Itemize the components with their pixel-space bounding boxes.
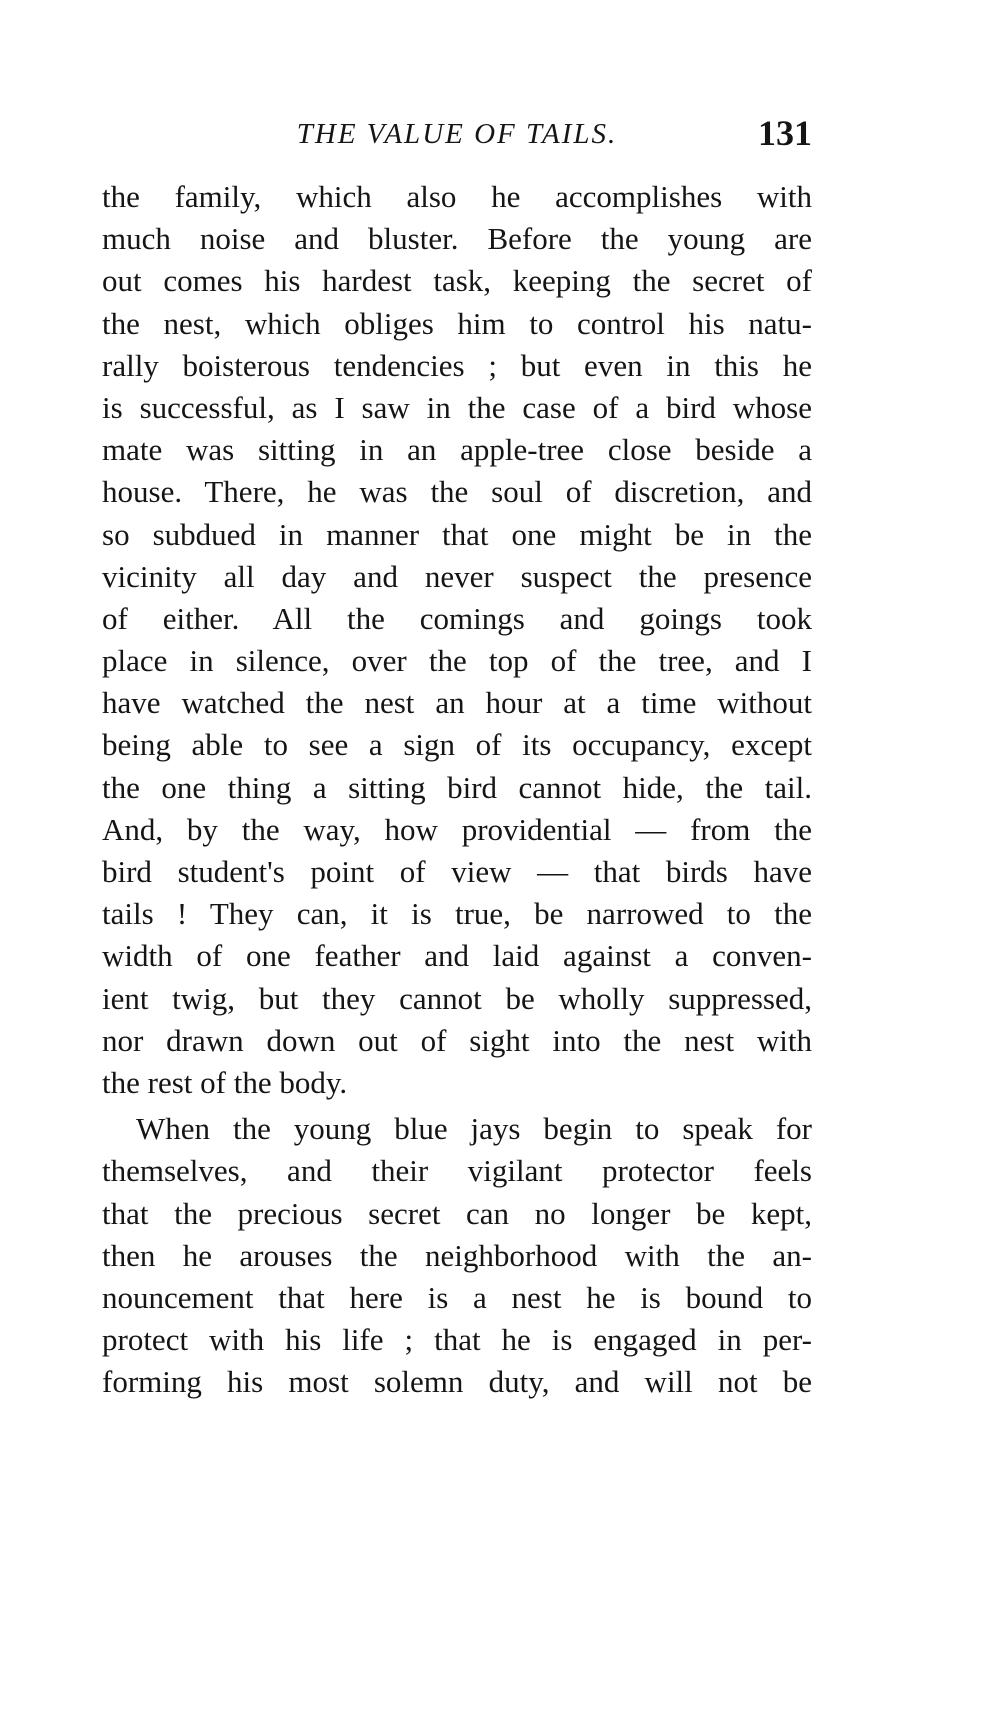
text-line: that the precious secret can no longer be kept, [102,1195,812,1231]
paragraph-1 [102,176,812,1104]
text-line: bird student's point of view — that birds have [102,854,812,889]
body-text [102,176,812,1403]
text-line: out comes his hardest task, keeping the secret of [102,263,812,299]
running-head [102,112,812,162]
page-number: 131 [758,113,812,153]
text-line: ient twig, but they cannot be wholly suppressed, [102,980,812,1016]
text-line: forming his most solemn duty, and will not be [102,1364,812,1400]
text-line: vicinity all day and never suspect the presence [102,558,812,594]
text-line: protect with his life ; that he is engaged in per- [102,1322,812,1358]
text-line: the nest, which obliges him to control his natu- [102,305,812,341]
text-line: so subdued in manner that one might be in the [102,516,812,552]
paragraph-2 [102,1108,812,1403]
text-line: nouncement that here is a nest he is bound to [102,1279,812,1315]
text-line: being able to see a sign of its occupancy, except [102,727,812,763]
text-line: themselves, and their vigilant protector feels [102,1153,812,1189]
text-line: And, by the way, how providential — from the [102,811,812,847]
text-line: of either. All the comings and goings took [102,600,812,636]
text-line: the one thing a sitting bird cannot hide, the tail. [102,769,812,805]
text-line: much noise and bluster. Before the young are [102,221,812,257]
text-line: the family, which also he accomplishes with [102,179,812,214]
text-line: rally boisterous tendencies ; but even in this he [102,347,812,383]
text-line: the rest of the body. [102,1064,348,1100]
running-title: THE VALUE OF TAILS. [296,118,618,150]
text-line: tails ! They can, it is true, be narrowed to the [102,896,812,932]
text-line: nor drawn down out of sight into the nest with [102,1022,812,1058]
text-line: width of one feather and laid against a conven- [102,938,812,974]
text-line: have watched the nest an hour at a time without [102,685,812,721]
text-line: mate was sitting in an apple-tree close beside a [102,432,812,468]
text-line: place in silence, over the top of the tree, and I [102,643,812,679]
text-line: house. There, he was the soul of discretion, and [102,474,812,510]
text-line: is successful, as I saw in the case of a bird whose [102,389,812,425]
text-line: When the young blue jays begin to speak for [136,1111,812,1147]
text-line: then he arouses the neighborhood with the an- [102,1237,812,1273]
